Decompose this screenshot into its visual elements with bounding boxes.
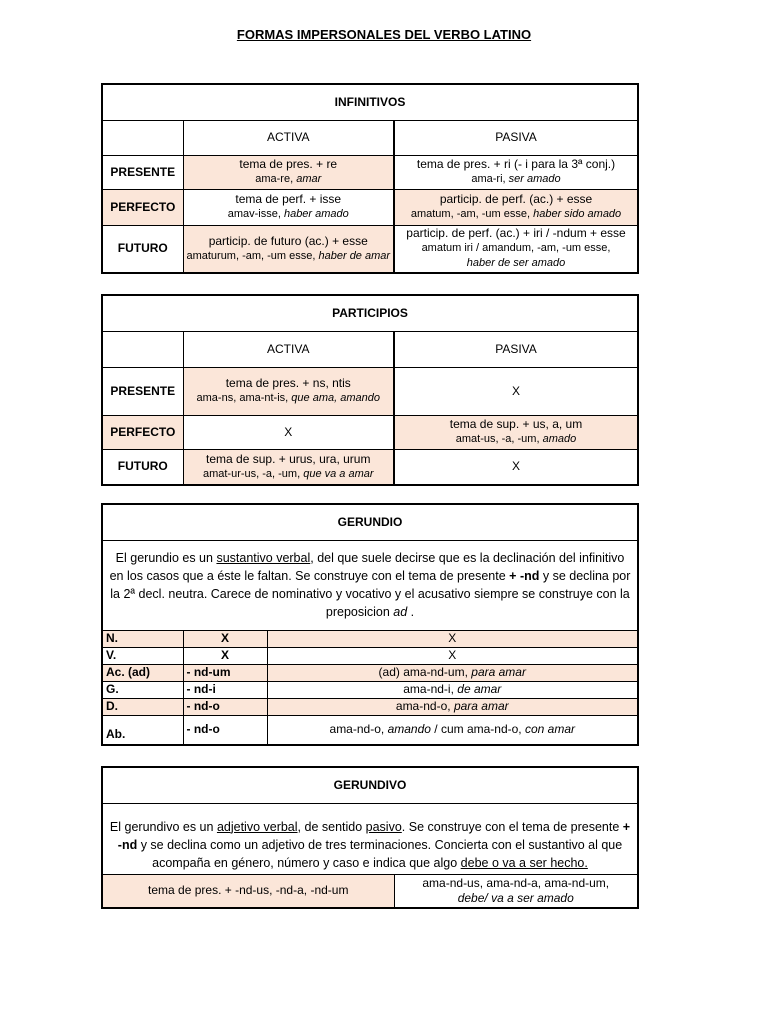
case-label: D. xyxy=(102,698,183,715)
translation-text: amando xyxy=(387,722,431,737)
ending-cell: - nd-i xyxy=(183,681,267,698)
table-row xyxy=(102,449,638,485)
table-row xyxy=(102,715,638,745)
ending-cell: X xyxy=(183,647,267,664)
pasiva-cell: X xyxy=(394,367,638,415)
formula-text: particip. de futuro (ac.) + esse xyxy=(208,233,368,248)
pasiva-cell xyxy=(394,225,638,273)
translation-text: haber amado xyxy=(283,208,349,220)
translation-text: ser amado xyxy=(508,173,561,185)
example-text: amat-us, -a, -um, xyxy=(455,433,540,445)
example-cell xyxy=(267,664,638,681)
infinitivos-header: INFINITIVOS xyxy=(102,84,638,120)
example-text: amatum iri / amandum, -am, -um esse, xyxy=(421,242,611,255)
translation-text: para amar xyxy=(471,665,526,679)
infinitivos-table xyxy=(101,83,639,274)
case-label: G. xyxy=(102,681,183,698)
formula-text: tema de pres. + ri (- i para la 3ª conj.) xyxy=(416,157,616,171)
description-underlined-text: adjetivo verbal xyxy=(216,819,298,834)
translation-text: amado xyxy=(542,433,577,445)
example-cell xyxy=(267,698,638,715)
gerundio-header: GERUNDIO xyxy=(102,504,638,540)
table-row xyxy=(102,681,638,698)
formula-text: tema de perf. + isse xyxy=(235,192,342,206)
example-text: X xyxy=(448,648,457,662)
translation-text: de amar xyxy=(457,682,502,696)
table-row xyxy=(102,367,638,415)
description-bold-text: + -nd xyxy=(117,819,631,852)
case-label: Ab. xyxy=(102,715,183,745)
translation-text: que ama, amando xyxy=(291,392,380,404)
example-cell xyxy=(267,681,638,698)
description-text: y se declina por la 2ª decl. neutra. Carece de nominativo y vocativo y el acusativo siempre se construye con la preposicion xyxy=(110,569,631,619)
row-label: FUTURO xyxy=(102,225,183,273)
example-text: ama-ns, ama-nt-is, xyxy=(196,392,289,404)
gerundivo-formula-cell: tema de pres. + -nd-us, -nd-a, -nd-um xyxy=(102,874,394,908)
example-text: ama-ri, xyxy=(471,173,506,185)
activa-cell xyxy=(183,449,394,485)
description-text: . Se construye con el tema de presente xyxy=(401,819,623,834)
row-label: FUTURO xyxy=(102,449,183,485)
description-text: , del que suele decirse que es la declinación del infinitivo en los casos que a éste le faltan. Se construye con el tema de presente xyxy=(109,551,625,583)
ending-cell: X xyxy=(183,630,267,647)
description-italic-text: ad xyxy=(393,605,408,619)
activa-cell xyxy=(183,189,394,225)
activa-cell: X xyxy=(183,415,394,449)
description-text: y se declina como un adjetivo de tres terminaciones. Concierta con el sustantivo al que acompaña en género, número y caso e indica que algo xyxy=(137,837,623,870)
example-text: (ad) ama-nd-um, xyxy=(378,665,468,679)
example-text: ama-nd-o, xyxy=(395,699,451,713)
formula-text: tema de sup. + us, a, um xyxy=(449,417,583,431)
pasiva-cell xyxy=(394,155,638,189)
example-text: ama-re, xyxy=(255,173,294,185)
row-label: PRESENTE xyxy=(102,367,183,415)
description-underlined-text: debe o va a ser hecho. xyxy=(460,855,588,870)
example-text: amatum, -am, -um esse, xyxy=(410,208,531,220)
translation-text: haber de amar xyxy=(318,249,391,262)
table-row xyxy=(102,415,638,449)
case-label: N. xyxy=(102,630,183,647)
ending-cell: - nd-o xyxy=(183,698,267,715)
table-row xyxy=(102,874,638,908)
gerundivo-table xyxy=(101,766,639,909)
row-label: PRESENTE xyxy=(102,155,183,189)
table-row xyxy=(102,225,638,273)
ending-cell: - nd-o xyxy=(183,715,267,745)
description-text: El gerundio es un xyxy=(115,551,217,565)
example-text: X xyxy=(448,631,457,645)
formula-text: tema de sup. + urus, ura, urum xyxy=(206,451,371,466)
activa-cell xyxy=(183,367,394,415)
formula-text: tema de pres. + re xyxy=(239,157,338,171)
translation-text: con amar xyxy=(524,722,576,737)
activa-column-header: ACTIVA xyxy=(183,120,394,155)
table-row xyxy=(102,630,638,647)
empty-corner-cell xyxy=(102,120,183,155)
translation-text: para amar xyxy=(453,699,509,713)
translation-text: haber sido amado xyxy=(533,208,622,220)
formula-text: particip. de perf. (ac.) + esse xyxy=(439,192,593,206)
document-title: FORMAS IMPERSONALES DEL VERBO LATINO xyxy=(236,27,532,42)
ending-cell: - nd-um xyxy=(183,664,267,681)
translation-text: debe/ va a ser amado xyxy=(457,890,574,905)
pasiva-cell xyxy=(394,415,638,449)
table-row xyxy=(102,155,638,189)
participios-header: PARTICIPIOS xyxy=(102,295,638,331)
description-text: , de sentido xyxy=(297,819,366,834)
example-cell xyxy=(267,630,638,647)
pasiva-cell: X xyxy=(394,449,638,485)
formula-text: tema de pres. + ns, ntis xyxy=(225,376,351,390)
example-cell xyxy=(267,715,638,745)
case-label: Ac. (ad) xyxy=(102,664,183,681)
table-row xyxy=(102,664,638,681)
translation-text: que va a amar xyxy=(303,467,374,480)
example-cell xyxy=(267,647,638,664)
example-text: amav-isse, xyxy=(227,208,281,220)
example-text: ama-nd-us, ama-nd-a, ama-nd-um, xyxy=(422,875,610,890)
description-text: . xyxy=(407,605,415,619)
pasiva-column-header: PASIVA xyxy=(394,331,638,367)
example-text: / cum ama-nd-o, xyxy=(430,722,522,737)
description-bold-text: + -nd xyxy=(509,569,540,583)
formula-text: particip. de perf. (ac.) + iri / -ndum + esse xyxy=(406,226,626,241)
example-text: amat-ur-us, -a, -um, xyxy=(202,467,301,480)
gerundivo-example-cell xyxy=(394,874,638,908)
gerundivo-description xyxy=(102,803,638,874)
activa-cell xyxy=(183,155,394,189)
table-row xyxy=(102,698,638,715)
example-text: amaturum, -am, -um esse, xyxy=(186,249,316,262)
table-row xyxy=(102,647,638,664)
gerundio-table xyxy=(101,503,639,746)
example-text: ama-nd-i, xyxy=(403,682,454,696)
activa-column-header: ACTIVA xyxy=(183,331,394,367)
description-underlined-text: sustantivo verbal xyxy=(216,551,311,565)
translation-text: haber de ser amado xyxy=(466,257,566,270)
empty-corner-cell xyxy=(102,331,183,367)
table-row xyxy=(102,189,638,225)
pasiva-cell xyxy=(394,189,638,225)
gerundivo-header: GERUNDIVO xyxy=(102,767,638,803)
activa-cell xyxy=(183,225,394,273)
row-label: PERFECTO xyxy=(102,189,183,225)
description-underlined-text: pasivo xyxy=(365,819,402,834)
translation-text: amar xyxy=(296,173,322,185)
gerundio-description xyxy=(102,540,638,630)
description-text: El gerundivo es un xyxy=(109,819,217,834)
row-label: PERFECTO xyxy=(102,415,183,449)
participios-table xyxy=(101,294,639,486)
pasiva-column-header: PASIVA xyxy=(394,120,638,155)
case-label: V. xyxy=(102,647,183,664)
example-text: ama-nd-o, xyxy=(329,722,385,737)
